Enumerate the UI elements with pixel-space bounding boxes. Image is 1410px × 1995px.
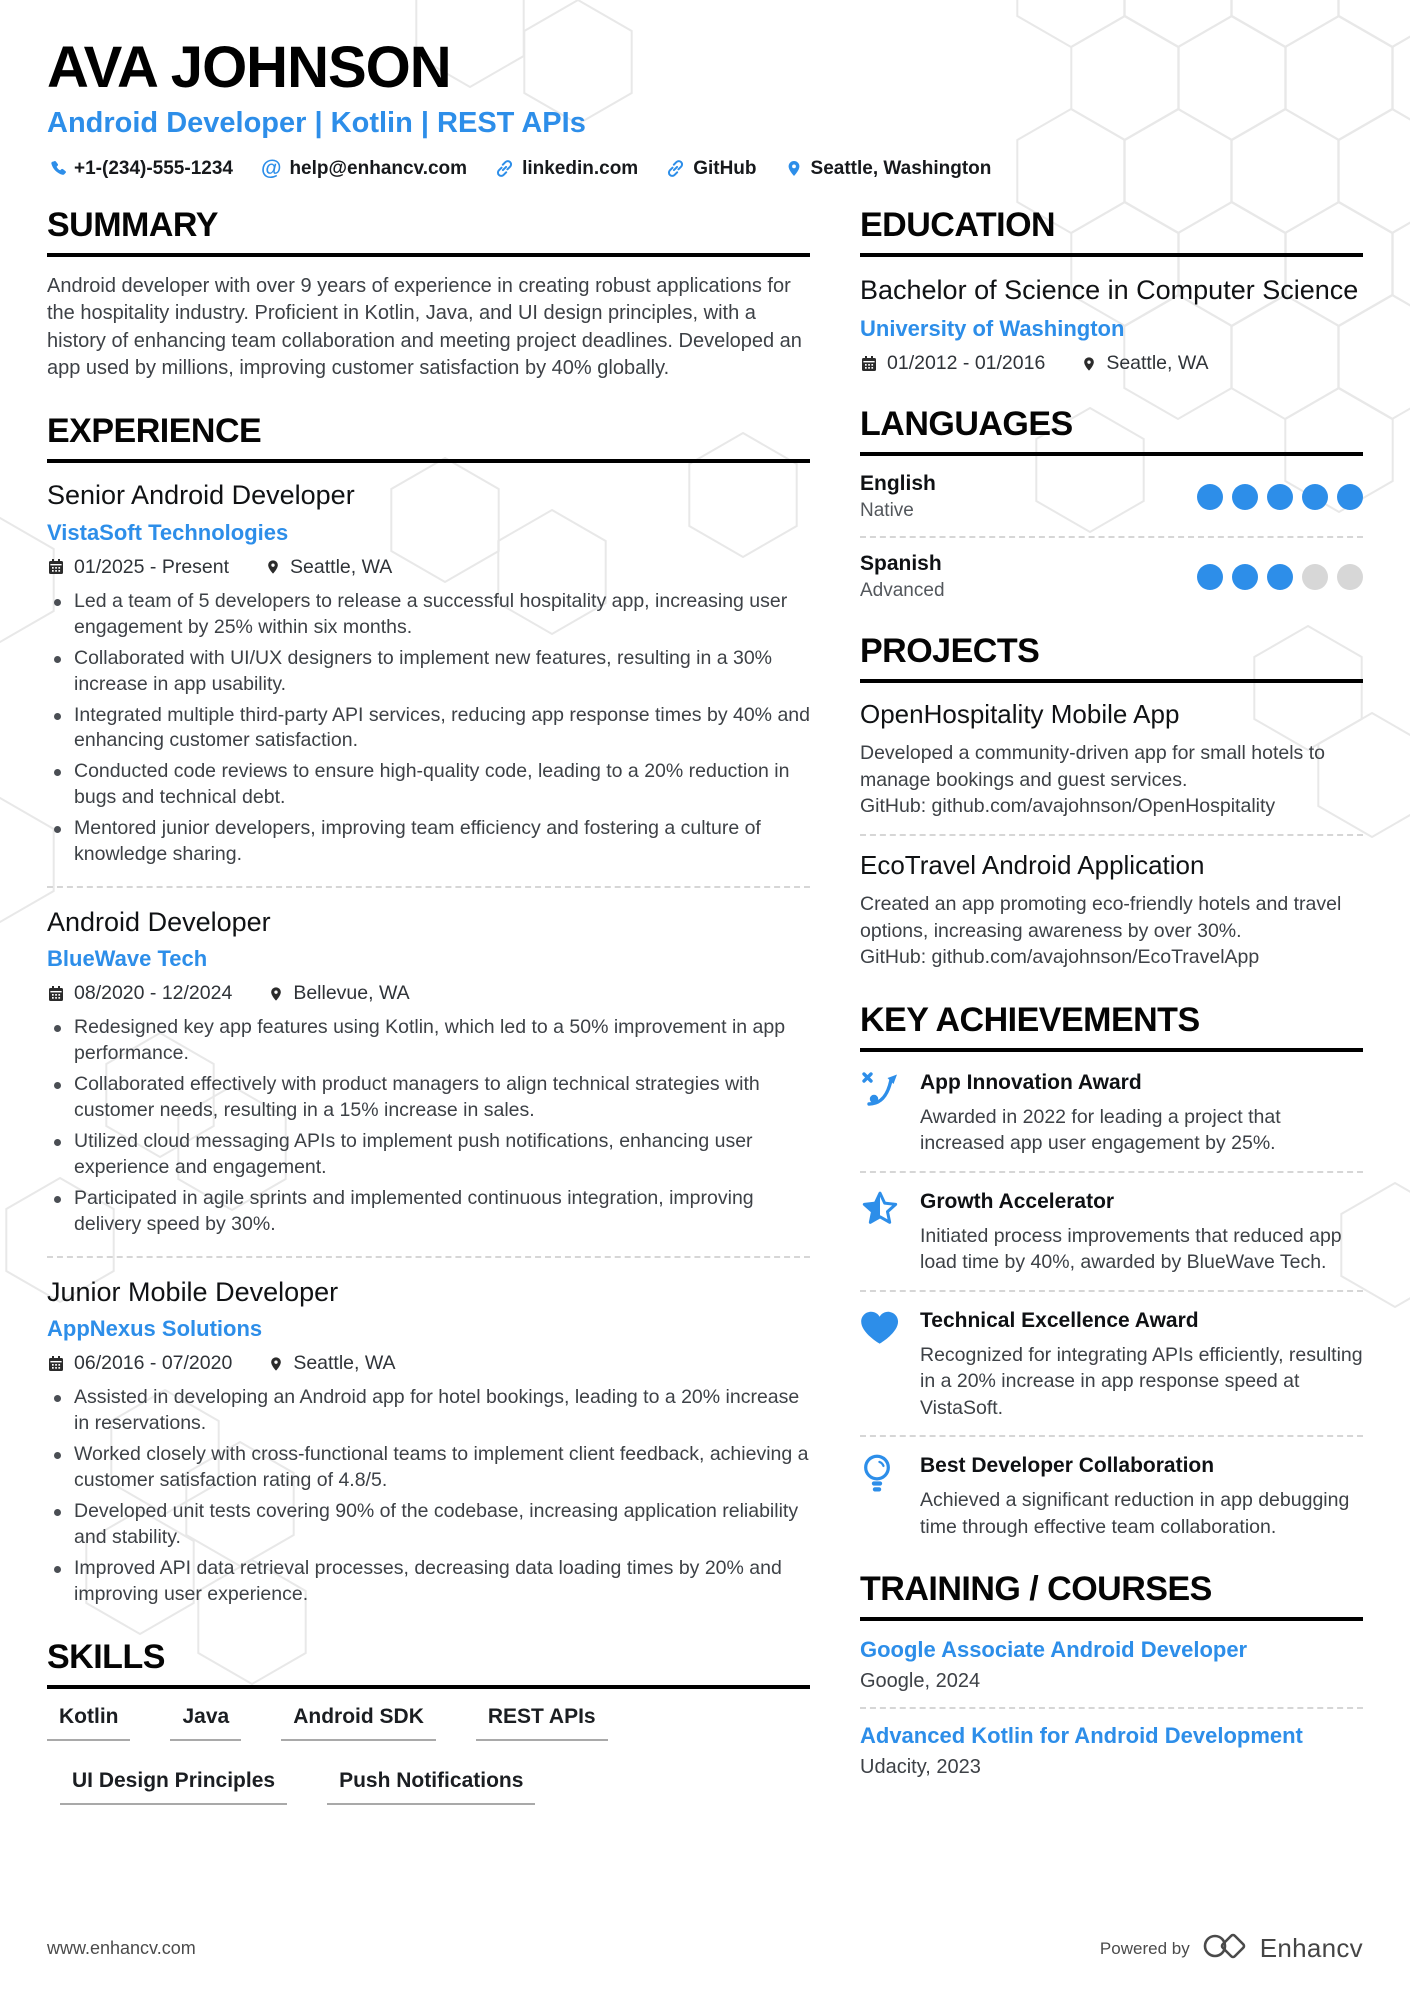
- project-github-link[interactable]: GitHub: github.com/avajohnson/EcoTravelApp: [860, 946, 1260, 969]
- achievement-title: Growth Accelerator: [920, 1189, 1115, 1213]
- project-item: [860, 850, 1363, 971]
- project-title: EcoTravel Android Application: [860, 849, 1205, 880]
- education-dates: [860, 352, 1045, 375]
- contact-phone-label: +1-(234)-555-1234: [74, 157, 233, 179]
- languages-section: [860, 405, 1363, 602]
- footer: [47, 1932, 1363, 1965]
- job-bullet: Mentored junior developers, improving team efficiency and fostering a culture of knowledge sharing.: [47, 816, 810, 868]
- skill-item: Java: [170, 1705, 241, 1741]
- strategy-icon: [860, 1068, 904, 1157]
- skills-row: [47, 1705, 810, 1741]
- achievements-section: [860, 1001, 1363, 1541]
- skill-item: Android SDK: [281, 1705, 436, 1741]
- contact-location-label: Seattle, Washington: [810, 157, 992, 179]
- job-location-label: Seattle, WA: [290, 555, 393, 578]
- job-location: [268, 1352, 395, 1375]
- achievement-item: [860, 1306, 1363, 1422]
- job-bullet: Improved API data retrieval processes, decreasing data loading times by 20% and improving user experience.: [47, 1556, 810, 1608]
- course-provider: Udacity, 2023: [860, 1756, 981, 1779]
- experience-entry: [47, 1276, 810, 1608]
- proficiency-dot: [1232, 564, 1258, 590]
- job-company: BlueWave Tech: [47, 946, 208, 972]
- link-icon: [666, 159, 685, 178]
- contact-linkedin-label: linkedin.com: [522, 157, 639, 179]
- proficiency-dot: [1197, 484, 1223, 510]
- job-bullet: Participated in agile sprints and implemented continuous integration, improving delivery speed by 30%.: [47, 1186, 810, 1238]
- proficiency-dot: [1267, 564, 1293, 590]
- divider: [860, 1435, 1363, 1437]
- contact-location: [785, 158, 992, 180]
- achievement-description: Awarded in 2022 for leading a project that increased app user engagement by 25%.: [920, 1105, 1281, 1155]
- divider: [47, 1256, 810, 1258]
- project-description: Developed a community-driven app for small hotels to manage bookings and guest services.: [860, 742, 1325, 791]
- contact-email-label: help@enhancv.com: [289, 157, 468, 179]
- divider: [47, 886, 810, 888]
- footer-site-link[interactable]: www.enhancv.com: [47, 1938, 196, 1958]
- achievement-description: Initiated process improvements that reduced app load time by 40%, awarded by BlueWave Tech.: [920, 1224, 1342, 1274]
- divider: [860, 1707, 1363, 1709]
- skill-item: REST APIs: [476, 1705, 608, 1741]
- job-location-label: Seattle, WA: [293, 1352, 396, 1375]
- candidate-name: AVA JOHNSON: [47, 35, 451, 100]
- location-icon: [785, 159, 803, 178]
- language-level: Native: [860, 500, 914, 522]
- job-bullet: Collaborated effectively with product managers to align technical strategies with customer needs, resulting in a 15% increase in sales.: [47, 1072, 810, 1124]
- job-bullet: Conducted code reviews to ensure high-quality code, leading to a 20% reduction in bugs and technical debt.: [47, 759, 810, 811]
- job-location-label: Bellevue, WA: [293, 982, 410, 1005]
- job-bullet: Led a team of 5 developers to release a successful hospitality app, increasing user engagement by 25% within six months.: [47, 589, 810, 641]
- training-section: [860, 1570, 1363, 1779]
- job-dates: [47, 982, 232, 1005]
- link-icon: [495, 159, 514, 178]
- achievement-title: App Innovation Award: [920, 1070, 1142, 1094]
- job-bullets: [47, 1385, 810, 1607]
- languages-heading: LANGUAGES: [860, 405, 1363, 456]
- divider: [860, 834, 1363, 836]
- experience-entry: [47, 906, 810, 1238]
- proficiency-dot: [1302, 564, 1328, 590]
- calendar-icon: [47, 558, 65, 576]
- location-icon: [268, 1355, 284, 1373]
- contact-phone[interactable]: [47, 158, 233, 180]
- proficiency-dot: [1267, 484, 1293, 510]
- location-icon: [268, 985, 284, 1003]
- at-icon: @: [260, 157, 282, 181]
- job-bullet: Redesigned key app features using Kotlin, which led to a 50% improvement in app performance.: [47, 1015, 810, 1067]
- powered-by: [1100, 1932, 1363, 1965]
- achievement-title: Technical Excellence Award: [920, 1308, 1199, 1332]
- achievements-heading: KEY ACHIEVEMENTS: [860, 1001, 1363, 1052]
- school-name: University of Washington: [860, 316, 1125, 342]
- language-item: [860, 472, 1363, 522]
- job-company: AppNexus Solutions: [47, 1316, 263, 1342]
- education-location: [1081, 352, 1208, 375]
- location-icon: [265, 558, 281, 576]
- course-item: [860, 1637, 1363, 1693]
- lightbulb-icon: [860, 1451, 904, 1540]
- skills-heading: SKILLS: [47, 1638, 810, 1689]
- calendar-icon: [47, 1355, 65, 1373]
- achievement-description: Achieved a significant reduction in app debugging time through effective team collaboration.: [920, 1489, 1350, 1538]
- contact-github-label: GitHub: [693, 157, 757, 179]
- course-title[interactable]: Google Associate Android Developer: [860, 1637, 1248, 1663]
- course-title[interactable]: Advanced Kotlin for Android Development: [860, 1723, 1303, 1749]
- training-heading: TRAINING / COURSES: [860, 1570, 1363, 1621]
- proficiency-dots: [1197, 564, 1363, 590]
- summary-section: [47, 206, 810, 383]
- achievement-item: [860, 1068, 1363, 1157]
- job-location: [265, 556, 392, 579]
- projects-section: [860, 632, 1363, 970]
- job-title: Junior Mobile Developer: [47, 1276, 339, 1307]
- proficiency-dot: [1302, 484, 1328, 510]
- summary-heading: SUMMARY: [47, 206, 810, 257]
- achievement-title: Best Developer Collaboration: [920, 1454, 1215, 1478]
- job-meta: [47, 556, 810, 579]
- education-section: [860, 206, 1363, 376]
- project-title: OpenHospitality Mobile App: [860, 699, 1180, 730]
- contact-linkedin[interactable]: [495, 158, 638, 180]
- achievement-description: Recognized for integrating APIs efficiently, resulting in a 20% increase in app response speed at VistaSoft.: [920, 1343, 1363, 1419]
- skill-item: Kotlin: [47, 1705, 130, 1741]
- language-item: [860, 552, 1363, 602]
- education-dates-label: 01/2012 - 01/2016: [887, 352, 1046, 375]
- job-meta: [47, 982, 810, 1005]
- job-bullet: Worked closely with cross-functional teams to implement client feedback, achieving a customer satisfaction rating of 4.8/5.: [47, 1442, 810, 1494]
- project-item: [860, 699, 1363, 820]
- job-dates: [47, 1352, 232, 1375]
- calendar-icon: [860, 355, 878, 373]
- proficiency-dot: [1232, 484, 1258, 510]
- education-location-label: Seattle, WA: [1106, 352, 1209, 375]
- divider: [860, 1290, 1363, 1292]
- education-heading: EDUCATION: [860, 206, 1363, 257]
- job-dates-label: 06/2016 - 07/2020: [74, 1352, 233, 1375]
- skill-item: UI Design Principles: [60, 1769, 287, 1805]
- job-dates-label: 01/2025 - Present: [74, 555, 230, 578]
- job-title: Senior Android Developer: [47, 480, 355, 511]
- language-name: English: [860, 472, 936, 496]
- education-meta: [860, 352, 1363, 375]
- candidate-title: Android Developer | Kotlin | REST APIs: [47, 106, 586, 139]
- language-name: Spanish: [860, 552, 942, 576]
- achievement-item: [860, 1451, 1363, 1540]
- job-bullets: [47, 589, 810, 868]
- proficiency-dot: [1337, 484, 1363, 510]
- experience-entry: [47, 479, 810, 868]
- project-description: Created an app promoting eco-friendly hotels and travel options, increasing awareness by over 30%.: [860, 892, 1342, 942]
- calendar-icon: [47, 985, 65, 1003]
- proficiency-dot: [1337, 564, 1363, 590]
- job-bullet: Collaborated with UI/UX designers to implement new features, resulting in a 30% increase in app usability.: [47, 646, 810, 698]
- experience-section: [47, 412, 810, 1607]
- star-half-icon: [860, 1187, 904, 1276]
- job-bullet: Integrated multiple third-party API services, reducing app response times by 40% and enhancing customer satisfaction.: [47, 703, 810, 755]
- course-provider: Google, 2024: [860, 1670, 981, 1693]
- job-meta: [47, 1352, 810, 1375]
- contact-github[interactable]: [666, 158, 756, 180]
- job-bullets: [47, 1015, 810, 1237]
- divider: [860, 1171, 1363, 1173]
- skills-section: [47, 1638, 810, 1805]
- contact-row: [47, 158, 1363, 180]
- contact-email[interactable]: [261, 158, 467, 180]
- enhancv-logo-icon: [1202, 1932, 1248, 1965]
- language-level: Advanced: [860, 580, 945, 602]
- job-company: VistaSoft Technologies: [47, 519, 289, 545]
- proficiency-dots: [1197, 484, 1363, 510]
- degree-title: Bachelor of Science in Computer Science: [860, 274, 1359, 305]
- summary-text: Android developer with over 9 years of experience in creating robust applications for the hospitality industry. Proficient in Kotlin, Java, and UI design principles, with a history of enhancing team collaboration and meeting project deadlines. Developed an app used by millions, improving customer satisfaction by 40% globally.: [47, 274, 802, 380]
- proficiency-dot: [1197, 564, 1223, 590]
- phone-icon: [47, 159, 66, 178]
- heart-icon: [860, 1306, 904, 1422]
- job-bullet: Utilized cloud messaging APIs to implement push notifications, enhancing user experience and engagement.: [47, 1129, 810, 1181]
- achievement-item: [860, 1187, 1363, 1276]
- header: [47, 35, 1363, 181]
- skills-row: [60, 1769, 810, 1805]
- job-bullet: Assisted in developing an Android app for hotel bookings, leading to a 20% increase in reservations.: [47, 1385, 810, 1437]
- skill-item: Push Notifications: [327, 1769, 535, 1805]
- location-icon: [1081, 355, 1097, 373]
- job-bullet: Developed unit tests covering 90% of the codebase, increasing application reliability and stability.: [47, 1499, 810, 1551]
- job-dates-label: 08/2020 - 12/2024: [74, 982, 233, 1005]
- experience-heading: EXPERIENCE: [47, 412, 810, 463]
- powered-by-label: Powered by: [1099, 1938, 1190, 1958]
- job-dates: [47, 556, 229, 579]
- enhancv-brand-name: Enhancv: [1259, 1933, 1363, 1963]
- job-title: Android Developer: [47, 907, 271, 938]
- course-item: [860, 1723, 1363, 1779]
- projects-heading: PROJECTS: [860, 632, 1363, 683]
- project-github-link[interactable]: GitHub: github.com/avajohnson/OpenHospitality: [860, 795, 1276, 818]
- job-location: [268, 982, 409, 1005]
- divider: [860, 536, 1363, 538]
